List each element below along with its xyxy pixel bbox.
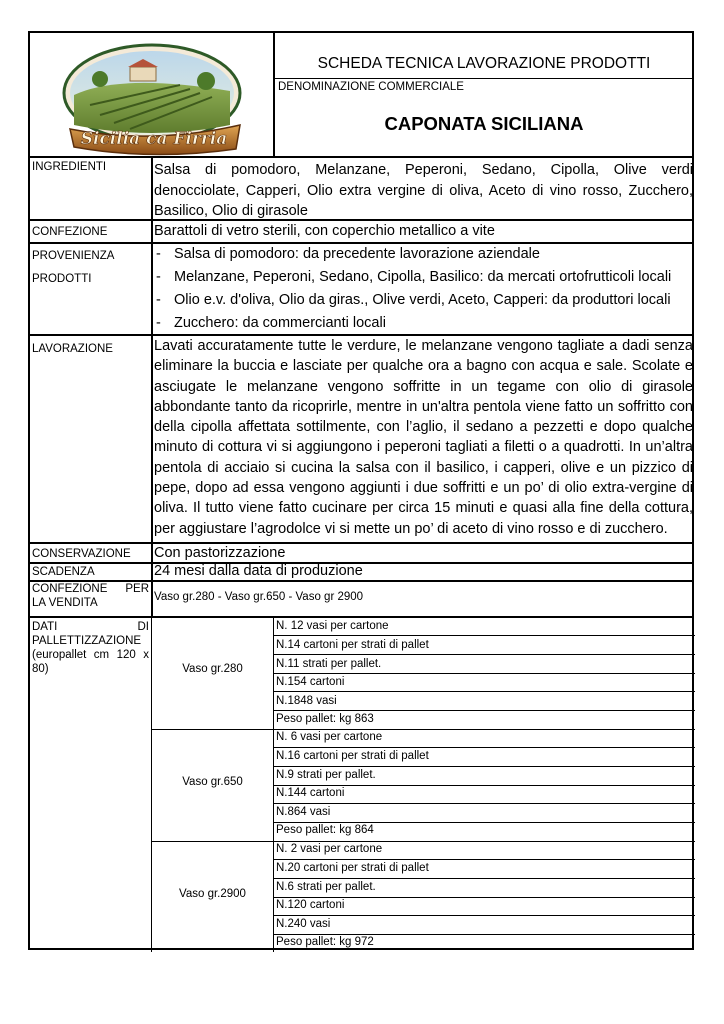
list-item: - Salsa di pomodoro: da precedente lavorazione aziendale [156, 246, 540, 262]
pallet-line: N.9 strati per pallet. [276, 769, 376, 781]
technical-sheet [28, 31, 694, 950]
pallet-line: N.11 strati per pallet. [276, 658, 382, 670]
confezione-vendita-label: CONFEZIONE PER LA VENDITA [32, 583, 149, 609]
pallet-line: N.16 cartoni per strati di pallet [276, 750, 429, 762]
pallet-line: N.6 strati per pallet. [276, 881, 376, 893]
pallet-line: N.20 cartoni per strati di pallet [276, 862, 429, 874]
logo [30, 33, 274, 157]
lavorazione-value: Lavati accuratamente tutte le verdure, le melanzane vengono tagliate a dadi senza eliminare la buccia e lasciate per qualche ora a bagno con acqua e sale. Scolate e asciugate le melanzane vengono soffritte in un tegame con olio di girasole abbondante tanto da ricoprirle, mentre in un'altra pentola viene fatto un soffritto con della cipolla affettata sottilmente, con l’aglio, il sedano a pezzetti e dopo qualche minuto di cottura vi si aggiungono i peperoni tagliati a filetti o a quadrotti. In un’altra pentola di acciaio si cucina la salsa con il basilico, i capperi, olive e un pizzico di pepe, dopo ad essa vengono aggiunti i due soffritti e un po’ di olio extra-vergine di oliva. Il tutto viene fatto cucinare per circa 15 minuti e quasi alla fine della cottura, per aggiustare l’agrodolce vi si mette un po’ di aceto di vino rosso e di zucchero. [154, 338, 693, 537]
pallet-line: Peso pallet: kg 864 [276, 824, 374, 836]
scadenza-value: 24 mesi dalla data di produzione [154, 563, 363, 579]
pallet-line: N.144 cartoni [276, 787, 345, 799]
conservazione-label: CONSERVAZIONE [32, 548, 131, 560]
doc-title: SCHEDA TECNICA LAVORAZIONE PRODOTTI [317, 55, 651, 72]
pallet-line: N. 2 vasi per cartone [276, 843, 383, 855]
ingredienti-label: INGREDIENTI [32, 161, 107, 173]
pallet-line: N.14 cartoni per strati di pallet [276, 639, 429, 651]
pallet-line: Peso pallet: kg 972 [276, 936, 374, 948]
provenienza-list [156, 243, 693, 335]
pallet-line: N. 6 vasi per cartone [276, 731, 383, 743]
vaso-650-label: Vaso gr.650 [182, 776, 243, 788]
vaso-2900-label: Vaso gr.2900 [179, 888, 246, 900]
product-name: CAPONATA SICILIANA [384, 113, 584, 134]
logo-text: Sicilia ca Firria [80, 129, 228, 149]
pallet-line: N.120 cartoni [276, 899, 345, 911]
confezione-value: Barattoli di vetro sterili, con coperchio metallico a vite [154, 223, 495, 239]
pallet-line: N.864 vasi [276, 806, 331, 818]
ingredienti-value: Salsa di pomodoro, Melanzane, Peperoni, Sedano, Cipolla, Olive verdi denocciolate, Capperi, Olio extra vergine di oliva, Aceto di vino rosso, Zucchero, Basilico, Olio di girasole [154, 162, 693, 219]
pallet-line: N.240 vasi [276, 918, 331, 930]
provenienza-label: PROVENIENZA [32, 250, 115, 262]
prodotti-label: PRODOTTI [32, 273, 92, 285]
list-item: - Melanzane, Peperoni, Sedano, Cipolla, Basilico: da mercati ortofrutticoli locali [156, 269, 672, 285]
conservazione-value: Con pastorizzazione [154, 545, 286, 561]
confezione-label: CONFEZIONE [32, 226, 108, 238]
denomination-label: DENOMINAZIONE COMMERCIALE [278, 81, 464, 93]
list-item: - Olio e.v. d'oliva, Olio da giras., Olive verdi, Aceto, Capperi: da produttori locali [156, 292, 671, 308]
scadenza-label: SCADENZA [32, 566, 95, 578]
pallet-line: N.1848 vasi [276, 695, 337, 707]
pallet-line: N.154 cartoni [276, 676, 345, 688]
vaso-280-label: Vaso gr.280 [182, 663, 243, 675]
lavorazione-label: LAVORAZIONE [32, 343, 113, 355]
pallet-line: N. 12 vasi per cartone [276, 620, 389, 632]
confezione-vendita-value: Vaso gr.280 - Vaso gr.650 - Vaso gr 2900 [154, 591, 364, 603]
list-item: - Zucchero: da commercianti locali [156, 315, 386, 331]
pallet-line: Peso pallet: kg 863 [276, 713, 374, 725]
pallet-label: DATI DI PALLETTIZZAZIONE (europallet cm 120 x 80) [32, 621, 149, 675]
